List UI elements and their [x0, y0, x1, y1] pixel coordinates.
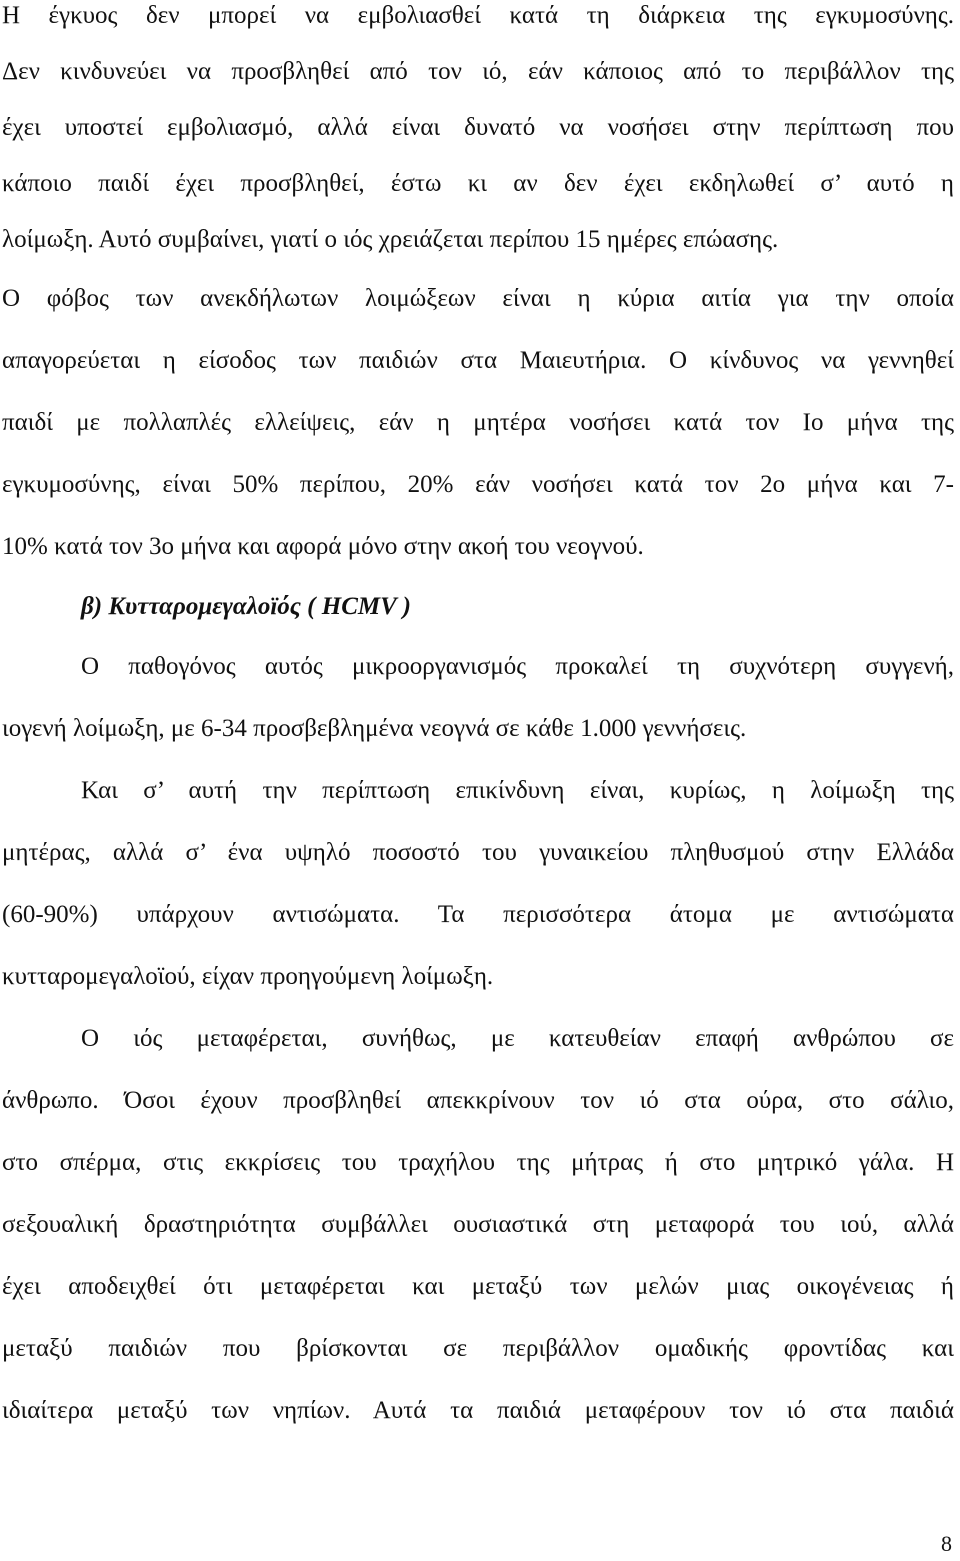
text-line: (60-90%) υπάρχουν αντισώματα. Τα περισσότερα άτομα με αντισώματα — [2, 901, 954, 928]
document-body — [2, 0, 954, 1442]
paragraph-1 — [2, 0, 954, 268]
text-line: άνθρωπο. Όσοι έχουν προσβληθεί απεκκρίνουν τον ιό στα ούρα, στο σάλιο, — [2, 1087, 954, 1114]
text-line: 10% κατά τον 3ο μήνα και αφορά μόνο στην ακοή του νεογνού. — [2, 533, 644, 560]
text-line: Δεν κινδυνεύει να προσβληθεί από τον ιό, εάν κάποιος από το περιβάλλον της — [2, 58, 954, 85]
text-line: μητέρας, αλλά σ’ ένα υψηλό ποσοστό του γυναικείου πληθυσμού στην Ελλάδα — [2, 839, 954, 866]
text-line: μεταξύ παιδιών που βρίσκονται σε περιβάλλον ομαδικής φροντίδας και — [2, 1335, 954, 1362]
paragraph-3 — [2, 636, 954, 760]
text-line: Ο φόβος των ανεκδήλωτων λοιμώξεων είναι η κύρια αιτία για την οποία — [2, 285, 954, 312]
text-line: Ο παθογόνος αυτός μικροοργανισμός προκαλεί τη συχνότερη συγγενή, — [81, 653, 954, 680]
text-line: παιδί με πολλαπλές ελλείψεις, εάν η μητέρα νοσήσει κατά τον Ιο μήνα της — [2, 409, 954, 436]
page-number: 8 — [941, 1531, 952, 1556]
text-line: σεξουαλική δραστηριότητα συμβάλλει ουσιαστικά στη μεταφορά του ιού, αλλά — [2, 1211, 954, 1238]
text-line: έχει υποστεί εμβολιασμό, αλλά είναι δυνατό να νοσήσει στην περίπτωση που — [2, 114, 954, 141]
text-line: ιογενή λοίμωξη, με 6-34 προσβεβλημένα νεογνά σε κάθε 1.000 γεννήσεις. — [2, 715, 747, 742]
text-line: Και σ’ αυτή την περίπτωση επικίνδυνη είναι, κυρίως, η λοίμωξη της — [81, 777, 954, 804]
text-line: εγκυμοσύνης, είναι 50% περίπου, 20% εάν νοσήσει κατά τον 2ο μήνα και 7- — [2, 471, 954, 498]
section-heading: β) Κυτταρομεγαλοϊός ( HCMV ) — [81, 593, 411, 620]
text-line: κυτταρομεγαλοϊού, είχαν προηγούμενη λοίμωξη. — [2, 963, 494, 990]
text-line: στο σπέρμα, στις εκκρίσεις του τραχήλου της μήτρας ή στο μητρικό γάλα. Η — [2, 1149, 954, 1176]
paragraph-4 — [2, 760, 954, 1008]
text-line: κάποιο παιδί έχει προσβληθεί, έστω κι αν δεν έχει εκδηλωθεί σ’ αυτό η — [2, 170, 954, 197]
text-line: λοίμωξη. Αυτό συμβαίνει, γιατί ο ιός χρειάζεται περίπου 15 ημέρες επώασης. — [2, 226, 779, 253]
text-line: Ο ιός μεταφέρεται, συνήθως, με κατευθείαν επαφή ανθρώπου σε — [81, 1025, 954, 1052]
text-line: απαγορεύεται η είσοδος των παιδιών στα Μαιευτήρια. Ο κίνδυνος να γεννηθεί — [2, 347, 954, 374]
text-line: ιδιαίτερα μεταξύ των νηπίων. Αυτά τα παιδιά μεταφέρουν τον ιό στα παιδιά — [2, 1397, 954, 1424]
paragraph-2 — [2, 268, 954, 578]
paragraph-5 — [2, 1008, 954, 1442]
text-line: Η έγκυος δεν μπορεί να εμβολιασθεί κατά τη διάρκεια της εγκυμοσύνης. — [2, 2, 954, 29]
text-line: έχει αποδειχθεί ότι μεταφέρεται και μεταξύ των μελών μιας οικογένειας ή — [2, 1273, 954, 1300]
